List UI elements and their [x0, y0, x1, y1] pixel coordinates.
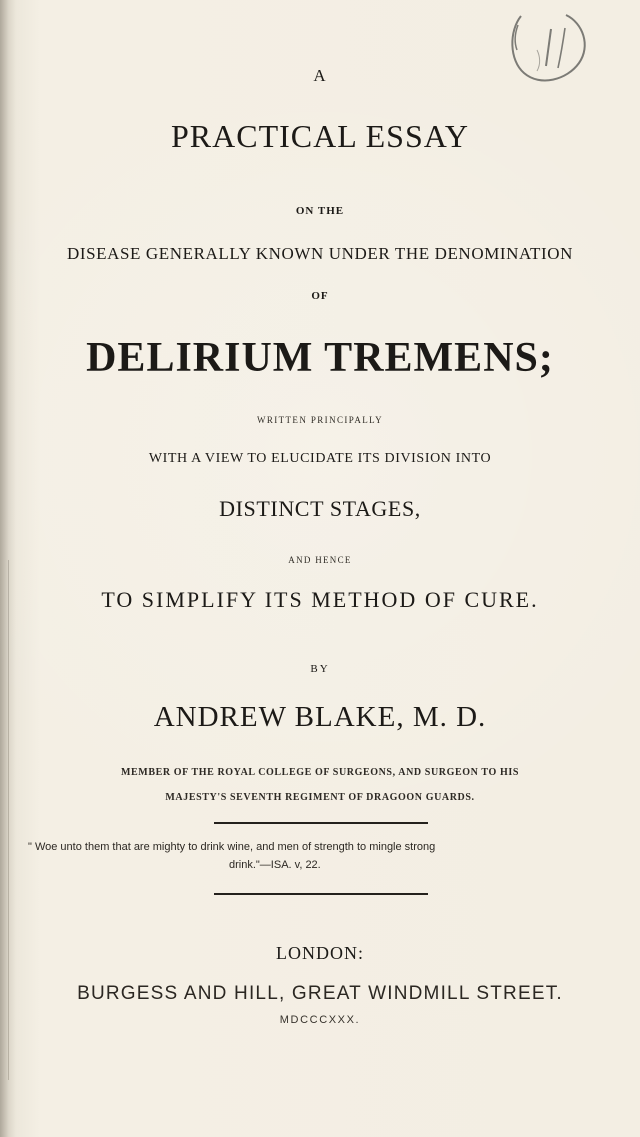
publisher-line: BURGESS AND HILL, GREAT WINDMILL STREET.: [77, 983, 563, 1004]
by-text: BY: [310, 663, 330, 675]
publication-year: MDCCCXXX.: [279, 1014, 361, 1026]
of-text: OF: [311, 290, 329, 302]
main-subject-title: DELIRIUM TREMENS;: [86, 335, 554, 381]
divider-bottom: [214, 893, 428, 895]
epigraph-line-1: " Woe unto them that are mighty to drink wine, and men of strength to mingle strong: [28, 841, 436, 853]
place-of-publication: LONDON:: [276, 943, 364, 963]
on-the-text: ON THE: [295, 205, 345, 217]
disease-line: DISEASE GENERALLY KNOWN UNDER THE DENOMINATION: [66, 244, 574, 263]
author-name: ANDREW BLAKE, M. D.: [153, 701, 487, 733]
divider-top: [214, 822, 428, 824]
credentials-line-2: MAJESTY'S SEVENTH REGIMENT OF DRAGOON GUARDS.: [165, 792, 475, 803]
epigraph-line-2: drink."—ISA. v, 22.: [229, 859, 321, 871]
credentials-line-1: MEMBER OF THE ROYAL COLLEGE OF SURGEONS, AND SURGEON TO HIS: [121, 767, 519, 778]
and-hence-text: AND HENCE: [288, 555, 352, 565]
written-principally-text: WRITTEN PRINCIPALLY: [256, 415, 384, 425]
view-line: WITH A VIEW TO ELUCIDATE ITS DIVISION INTO: [148, 451, 492, 466]
page-title: PRACTICAL ESSAY: [170, 118, 470, 154]
simplify-line: TO SIMPLIFY ITS METHOD OF CURE.: [101, 587, 539, 612]
article-a: A: [313, 66, 327, 85]
distinct-stages-line: DISTINCT STAGES,: [219, 496, 421, 521]
